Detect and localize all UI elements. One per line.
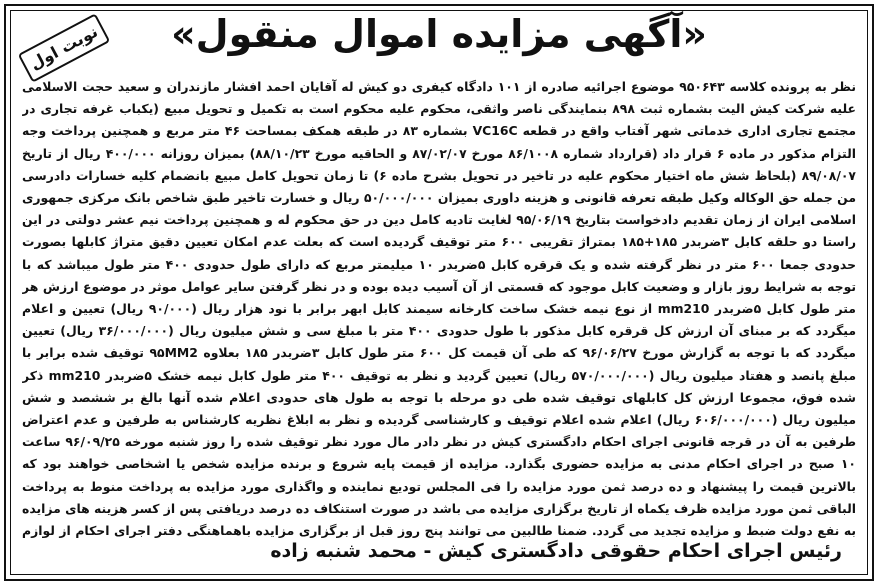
notice-title: «آگهی مزایده اموال منقول» <box>171 12 707 56</box>
notice-frame <box>4 4 874 581</box>
notice-signature: رئیس اجرای احکام حقوقی دادگستری کیش - محمد شنبه زاده <box>270 540 842 562</box>
notice-body: نظر به پرونده کلاسه ۹۵۰۶۴۳ موضوع اجرائیه صادره از ۱۰۱ دادگاه کیفری دو کیش له آقایان احمد افشار مازندران و سعید حجت الاسلامی علیه شرکت کیش الیت بشماره ثبت ۸۹۸ بنمایندگی ناصر واثقی، محکوم علیه محکوم است به تکمیل و تحویل مبیع (یکباب غرفه تجاری در مجتمع تجاری اداری خدماتی شهر آفتاب واقع در قطعه VC16C بشماره ۸۳ در طبقه همکف بمساحت ۴۶ متر مربع و همچنین پرداخت وجه التزام مذکور در ماده ۶ قرار داد (قرارداد شماره ۸۶/۱۰۰۸ مورخ ۸۷/۰۲/۰۷ و الحاقیه مورخ ۸۸/۱۰/۲۳) بمیزان روزانه ۴۰۰/۰۰۰ ریال از تاریخ ۸۹/۰۸/۰۷ (بلحاظ شش ماه اختیار محکوم علیه در تاخیر در تحویل بشرح ماده ۶) تا زمان تحویل کامل مبیع بانضمام کلیه خسارات دادرسی من جمله حق الوکاله وکیل طبقه تعرفه قانونی و هزینه داوری بمیزان ۵۰/۰۰۰/۰۰۰ ریال و خسارت تاخیر طبق شاخص بانک مرکزی جمهوری اسلامی ایران از زمان تقدیم دادخواست بتاریخ ۹۵/۰۶/۱۹ لغایت تادیه کامل دین در حق محکوم له و همچنین پرداخت نیم عشر دولتی در این راستا دو حلقه کابل ۳ضربدر ۱۸۵+۱۸۵ بمتراژ تقریبی ۶۰۰ متر توقیف گردیده است که بعلت عدم امکان تعیین دقیق متراژ کابلها بصورت حدودی جمعا ۶۰۰ متر در نظر گرفته شده و یک قرقره کابل ۵ضربدر ۱۰ میلیمتر مربع که دارای طول حدودی ۴۰۰ متر طول میباشد که با توجه به شرایط روز بازار و وضعیت کابل موجود که قسمتی از آن آسیب دیده بوده و در نظر گرفتن سایر عوامل موثر در موضوع ارزش هر متر طول کابل ۵ضربدر mm210 از نوع نیمه خشک ساخت کارخانه سیمند کابل ابهر برابر با نود هزار ریال (۹۰/۰۰۰ ریال) تعیین و اعلام میگردد که بر مبنای آن ارزش کل قرقره کابل مذکور با طول حدودی ۴۰۰ متر با مبلغ سی و شش میلیون ریال (۳۶/۰۰۰/۰۰۰ ریال) تعیین میگردد که با توجه به گزارش مورخ ۹۶/۰۶/۲۷ که طی آن قیمت کل ۶۰۰ متر طول کابل ۳ضربدر ۱۸۵ بعلاوه ۹۵MM2 توقیف شده برابر با مبلغ پانصد و هفتاد میلیون ریال (۵۷۰/۰۰۰/۰۰۰ ریال) تعیین گردید و نظر به توقیف ۴۰۰ متر طول کابل نیمه خشک ۵ضربدر mm210 ذکر شده فوق، مجموعا ارزش کل کابلهای توقیف شده طی دو مرحله با توجه به طول های حدودی اعلام شده آنها بالغ بر ششصد و شش میلیون ریال (۶۰۶/۰۰۰/۰۰۰ ریال) اعلام شده اعلام توقیف و کارشناسی گردیده و نظر به ابلاغ نظریه کارشناس به طرفین و عدم اعتراض طرفین به آن در قرجه قانونی اجرای احکام دادگستری کیش در نظر دادر مال مورد نظر توقیف شده را روز شنبه مورخه ۹۶/۰۹/۲۵ ساعت ۱۰ صبح در اجرای احکام مدنی به مزایده حضوری بگذارد. مزایده از قیمت پایه شروع و برنده مزایده شخص یا اشخاصی خواهند بود که بالاترین قیمت را پیشنهاد و ده درصد ثمن مورد مزایده را فی المجلس تودیع نماینده و واگذاری مورد مزایده به پرداخت منوط به پرداخت الباقی ثمن مورد مزایده ظرف یکماه از تاریخ برگزاری مزایده می باشد در صورت استنکاف ده درصد دریافتی پس از کسر هزینه های مزایده به نفع دولت ضبط و مزایده تجدید می گردد. ضمنا طالبین می توانند پنج روز قبل از برگزاری مزایده باهماهنگی دفتر اجرای احکام از لوازم <box>22 79 856 539</box>
edition-badge: نوبت اول <box>18 13 111 83</box>
